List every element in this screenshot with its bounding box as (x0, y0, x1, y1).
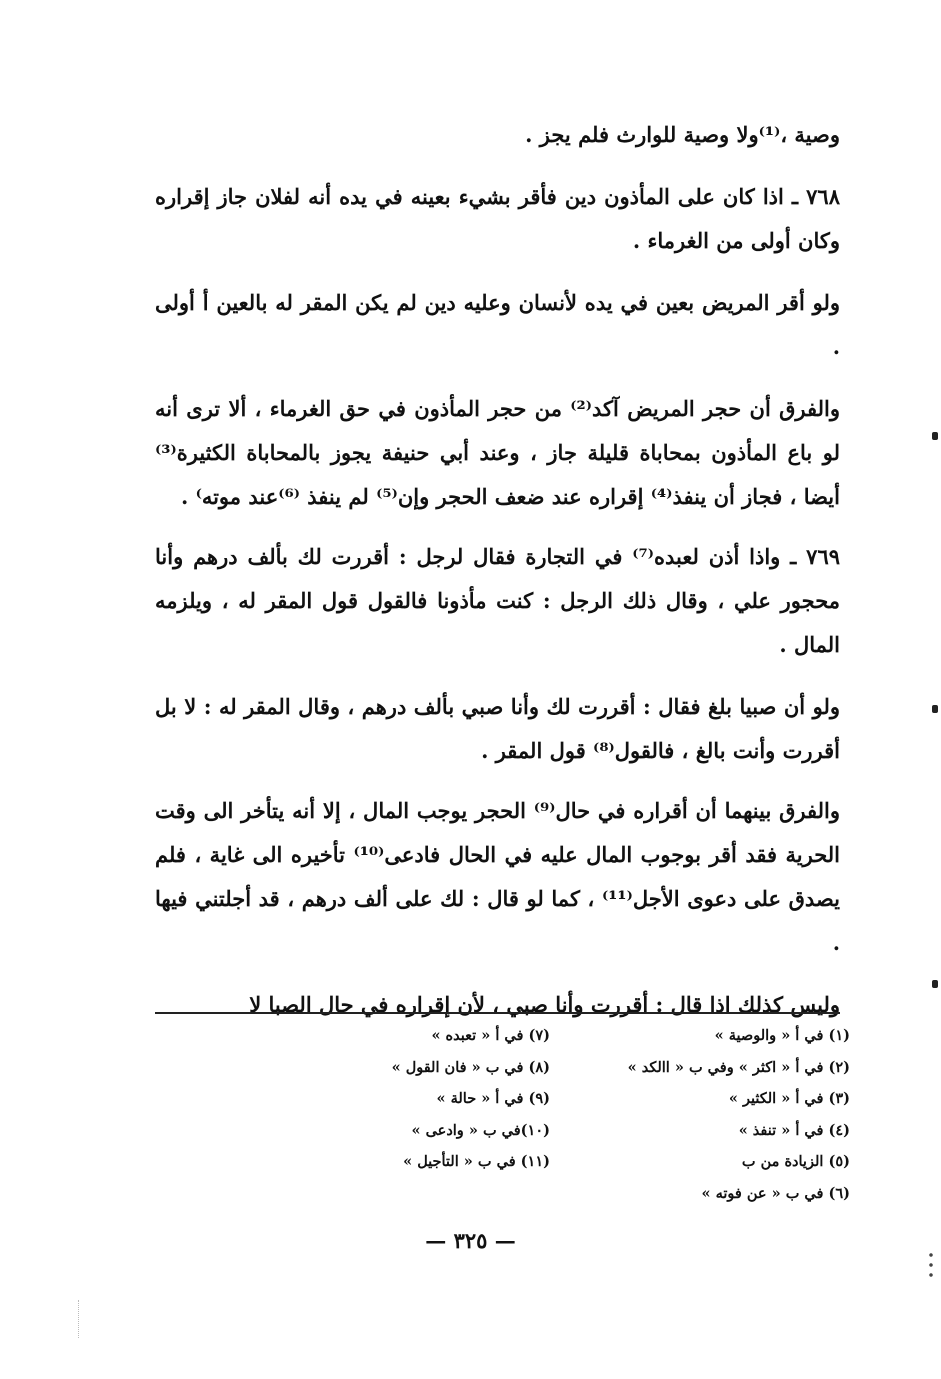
scan-dots (928, 1250, 934, 1280)
footnote-1: (١) في أ « والوصية » (714, 1027, 850, 1044)
paragraph-7: والفرق بينهما أن أقراره في حال⁽⁹⁾ الحجر يوجب المال ، إلا أنه يتأخر الى وقت الحرية فقد أقر بوجوب المال عليه في الحال فادعى⁽¹⁰⁾ تأخيره الى غاية ، فلم يصدق على دعوى الأجل⁽¹¹⁾ ، كما لو قال : لك على ألف درهم ، قد أجلتني فيها . (155, 798, 840, 955)
footnote-5: (٥) الزيادة من ب (741, 1153, 850, 1170)
footnote-4: (٤) في أ « تنفذ » (738, 1121, 850, 1139)
page-number: — ٣٢٥ — (425, 1228, 516, 1253)
footnote-7: (٧) في أ « تعبده » (431, 1027, 550, 1044)
footnote-11: (١١) في ب « التأجيل » (403, 1153, 550, 1170)
scan-mark (932, 432, 938, 440)
paragraph-6: ولو أن صبيا بلغ فقال : أقررت لك وأنا صبي بألف درهم ، وقال المقر له : لا بل أقررت وأنت بالغ ، فالقول⁽⁸⁾ قول المقر . (155, 694, 840, 763)
footnote-8: (٨) في ب « فان القول » (391, 1058, 550, 1076)
footnotes-left-column (290, 1020, 550, 1178)
paragraph-3: ولو أقر المريض بعين في يده لأنسان وعليه دين لم يكن المقر له بالعين أ أولى . (155, 290, 840, 359)
footnote-separator (155, 1012, 840, 1014)
paragraph-1: وصية ،⁽¹⁾ولا وصية للوارث فلم يجز . (525, 122, 840, 147)
main-text (155, 113, 840, 1027)
footnote-6: (٦) في ب « عن فوته » (701, 1184, 850, 1202)
footnotes-right-column (600, 1020, 850, 1209)
footnote-3: (٣) في أ « الكثير » (728, 1090, 850, 1107)
footnote-2: (٢) في أ « اكثر » وفي ب « االكد » (627, 1058, 850, 1076)
footnote-9: (٩) في أ « حالة » (436, 1090, 550, 1107)
gutter-line (78, 1300, 79, 1338)
scan-mark (932, 980, 938, 988)
paragraph-2: ٧٦٨ ـ اذا كان على المأذون دين فأقر بشيء بعينه في يده أنه لفلان جاز إقراره وكان أولى من الغرماء . (155, 184, 840, 253)
paragraph-4: والفرق أن حجر المريض آكد⁽²⁾ من حجر المأذون في حق الغرماء ، ألا ترى أنه لو باع المأذون بمحاباة قليلة جاز ، وعند أبي حنيفة يجوز بالمحاباة الكثيرة⁽³⁾ أيضا ، فجاز أن ينفذ⁽⁴⁾ إقراره عند ضعف الحجر وإن⁽⁵⁾ لم ينفذ ⁽⁶⁾عند موته⁾ . (155, 396, 840, 509)
scan-mark (932, 705, 938, 713)
paragraph-5: ٧٦٩ ـ واذا أذن لعبده⁽⁷⁾ في التجارة فقال لرجل : أقررت لك بألف درهم وأنا محجور علي ، وقال ذلك الرجل : كنت مأذونا فالقول قول المقر له ، ويلزمه المال . (155, 544, 841, 657)
footnote-10: (١٠)في ب « وادعى » (411, 1121, 550, 1139)
paragraph-8: وليس كذلك اذا قال : أقررت وأنا صبي ، لأن إقراره في حال الصبا لا (249, 992, 840, 1017)
